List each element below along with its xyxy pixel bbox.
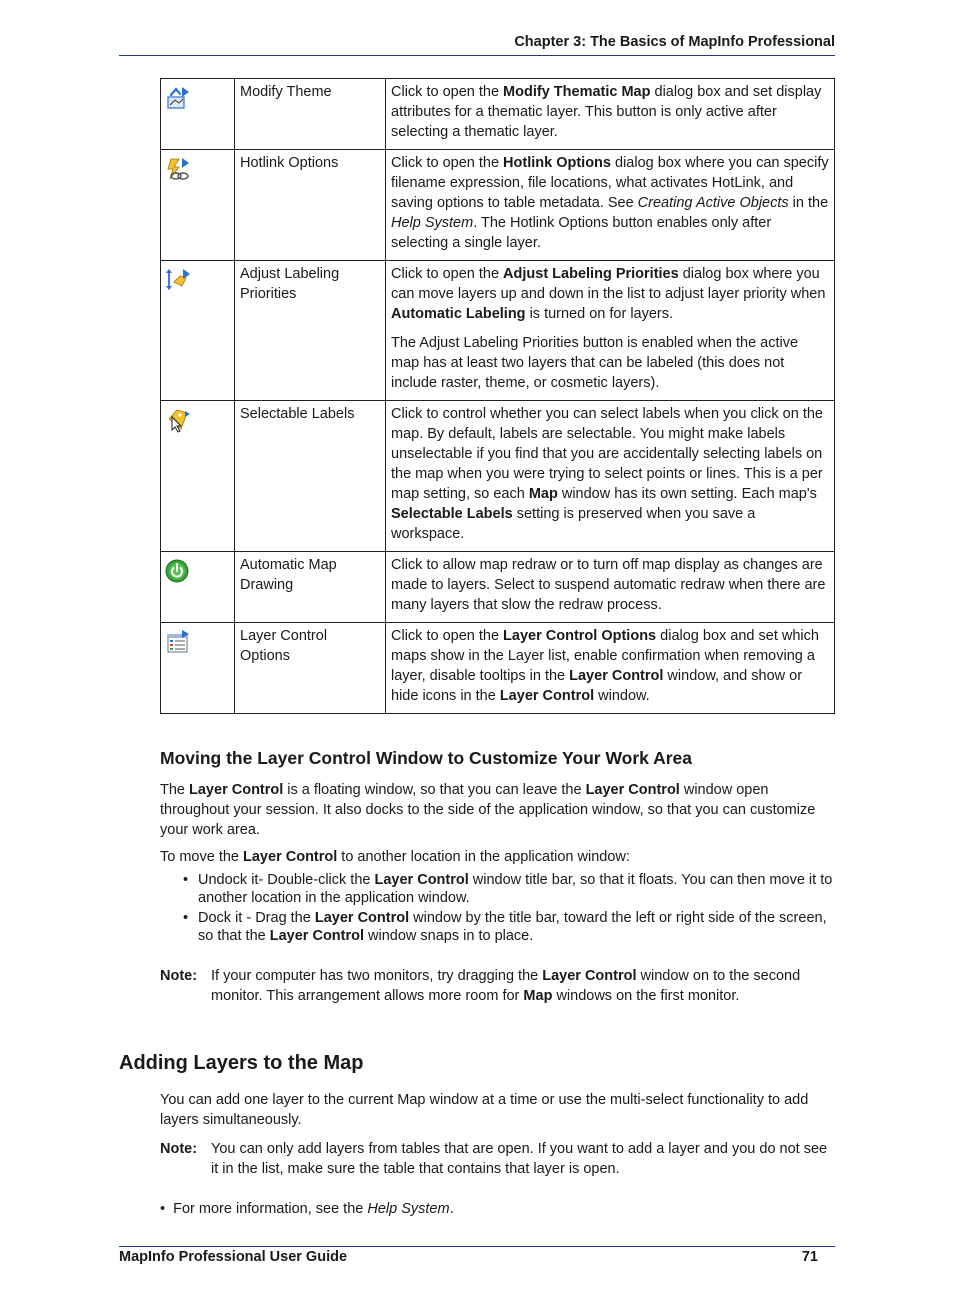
footer-rule xyxy=(119,1246,835,1247)
icon-cell xyxy=(161,623,235,714)
italic-term: Help System xyxy=(391,215,474,231)
table-row xyxy=(161,150,835,261)
bold-term: Map xyxy=(523,988,553,1004)
list-item xyxy=(183,871,836,907)
text-run: windows on the first monitor. xyxy=(552,988,740,1004)
bold-term: Layer Control xyxy=(569,668,664,684)
icon-cell xyxy=(161,79,235,150)
text-run: . xyxy=(449,1201,454,1217)
table-row xyxy=(161,79,835,150)
text-run: dialog box where you can specify filename expression, file locations, what activates HotLink, and saving options to table metadata. See xyxy=(391,155,829,211)
button-name-cell: Modify Theme xyxy=(235,79,386,150)
button-name-cell: Hotlink Options xyxy=(235,150,386,261)
description-paragraph xyxy=(391,264,830,324)
button-name-cell: Adjust Labeling Priorities xyxy=(235,261,386,401)
icon-cell xyxy=(161,552,235,623)
text-run: To move the xyxy=(160,849,244,865)
text-run: dialog box and set which maps show in the Layer list, enable confirmation when removing a layer, disable tooltips in the xyxy=(391,628,819,684)
description-cell xyxy=(386,261,835,401)
bold-term: Automatic Labeling xyxy=(391,306,526,322)
text-run: window by the title bar, toward the left or right side of the screen, so that the xyxy=(198,910,827,944)
text-run: The Adjust Labeling Priorities button is enabled when the active map has at least two layers that can be labeled (this does not include raster, theme, or cosmetic layers). xyxy=(391,335,799,391)
description-paragraph xyxy=(391,153,830,253)
bold-term: Layer Control xyxy=(499,688,595,704)
running-header: Chapter 3: The Basics of MapInfo Professional xyxy=(514,34,835,50)
table-row xyxy=(161,623,835,714)
button-name-cell: Automatic Map Drawing xyxy=(235,552,386,623)
text-run: . The Hotlink Options button enables only after selecting a single layer. xyxy=(391,215,772,251)
note-open-tables xyxy=(160,1139,836,1179)
description-paragraph xyxy=(391,82,830,142)
bullet-marker: • xyxy=(160,1201,166,1217)
text-run: setting is preserved when you save a workspace. xyxy=(391,506,756,542)
paragraph-to-move xyxy=(160,847,836,867)
list-item-help xyxy=(160,1199,454,1219)
list-item-text xyxy=(198,872,832,906)
description-paragraph xyxy=(391,404,830,544)
bold-term: Adjust Labeling Priorities xyxy=(503,266,679,282)
paragraph-floating-window xyxy=(160,780,836,840)
table-row xyxy=(161,552,835,623)
button-name-cell: Layer Control Options xyxy=(235,623,386,714)
table-row xyxy=(161,261,835,401)
text-run: If your computer has two monitors, try dragging the xyxy=(211,968,543,984)
bold-term: Hotlink Options xyxy=(503,155,611,171)
description-paragraph xyxy=(391,333,830,393)
section-heading-adding-layers: Adding Layers to the Map xyxy=(119,1052,364,1074)
bold-term: Layer Control xyxy=(314,910,410,926)
bold-term: Map xyxy=(528,486,558,502)
modify-theme-icon xyxy=(165,85,230,111)
text-run: Click to open the xyxy=(391,155,504,171)
bold-term: Layer Control xyxy=(269,928,365,944)
description-paragraph xyxy=(391,555,830,615)
list-item-text xyxy=(198,910,827,944)
text-run: dialog box and set display attributes for a thematic layer. This button is only active after selecting a thematic layer. xyxy=(391,84,822,140)
note-label: Note: xyxy=(160,1141,198,1157)
section-heading-moving: Moving the Layer Control Window to Customize Your Work Area xyxy=(160,748,693,768)
paragraph-add-layers xyxy=(160,1090,836,1130)
text-run: For more information, see the xyxy=(173,1201,368,1217)
layer-control-options-icon xyxy=(165,629,230,655)
note-text xyxy=(211,966,836,1006)
description-cell xyxy=(386,150,835,261)
text-run: window, and show or hide icons in the xyxy=(391,668,803,704)
text-run: Undock it- Double-click the xyxy=(198,872,375,888)
text-run: Click to open the xyxy=(391,84,504,100)
text-run: window. xyxy=(594,688,650,704)
automatic-map-drawing-icon xyxy=(165,558,230,584)
bold-term: Modify Thematic Map xyxy=(503,84,651,100)
text-run: Click to open the xyxy=(391,628,504,644)
move-steps-list xyxy=(183,871,836,947)
text-run: to another location in the application window: xyxy=(337,849,630,865)
text-run: window has its own setting. Each map's xyxy=(557,486,817,502)
text-run: You can only add layers from tables that are open. If you want to add a layer and you do not see it in the list, make sure the table that contains that layer is open. xyxy=(211,1141,828,1177)
text-run: Click to control whether you can select labels when you click on the map. By default, labels are selectable. You might make labels unselectable if you find that you are accidentally selecting labels on the map when you were trying to select points or lines. This is a per map setting, so each xyxy=(391,406,823,502)
icon-cell xyxy=(161,150,235,261)
footer-title: MapInfo Professional User Guide xyxy=(119,1249,348,1265)
selectable-labels-icon xyxy=(165,407,230,433)
description-cell xyxy=(386,623,835,714)
text-run: Click to open the xyxy=(391,266,504,282)
toolbar-buttons-table xyxy=(160,78,835,714)
italic-term: Help System xyxy=(367,1201,450,1217)
note-text xyxy=(211,1139,836,1179)
text-run: in the xyxy=(788,195,829,211)
bold-term: Layer Control xyxy=(585,782,680,798)
list-item-text xyxy=(173,1201,453,1217)
button-name-cell: Selectable Labels xyxy=(235,401,386,552)
text-run: window title bar, so that it floats. You can then move it to another location in the application window. xyxy=(198,872,833,906)
bullet-marker: • xyxy=(183,910,189,926)
text-run: You can add one layer to the current Map window at a time or use the multi-select functionality to add layers simultaneously. xyxy=(160,1092,809,1128)
description-cell xyxy=(386,79,835,150)
text-run: is turned on for layers. xyxy=(525,306,674,322)
bold-term: Layer Control Options xyxy=(503,628,657,644)
bold-term: Layer Control xyxy=(374,872,469,888)
text-run: window on to the second monitor. This arrangement allows more room for xyxy=(211,968,801,1004)
bold-term: Layer Control xyxy=(542,968,637,984)
italic-term: Creating Active Objects xyxy=(637,195,789,211)
text-run: Click to allow map redraw or to turn off map display as changes are made to layers. Select to suspend automatic redraw when there are many layers that slow the redraw process. xyxy=(391,557,826,613)
note-monitors xyxy=(160,966,836,1006)
page-number: 71 xyxy=(801,1249,818,1265)
table-row xyxy=(161,401,835,552)
icon-cell xyxy=(161,401,235,552)
text-run: Dock it - Drag the xyxy=(198,910,315,926)
list-item xyxy=(183,909,836,945)
note-label: Note: xyxy=(160,968,198,984)
bullet-marker: • xyxy=(183,872,189,888)
bold-term: Selectable Labels xyxy=(391,506,513,522)
text-run: is a floating window, so that you can leave the xyxy=(283,782,586,798)
bold-term: Layer Control xyxy=(243,849,338,865)
text-run: window snaps in to place. xyxy=(364,928,534,944)
description-paragraph xyxy=(391,626,830,706)
icon-cell xyxy=(161,261,235,401)
text-run: The xyxy=(160,782,190,798)
text-run: dialog box where you can move layers up and down in the list to adjust layer priority when xyxy=(391,266,826,302)
adjust-labeling-priorities-icon xyxy=(165,267,230,293)
description-cell xyxy=(386,552,835,623)
header-rule xyxy=(119,55,835,56)
bold-term: Layer Control xyxy=(189,782,284,798)
hotlink-options-icon xyxy=(165,156,230,182)
description-cell xyxy=(386,401,835,552)
text-run: window open throughout your session. It also docks to the side of the application window, so that you can customize your work area. xyxy=(160,782,816,838)
